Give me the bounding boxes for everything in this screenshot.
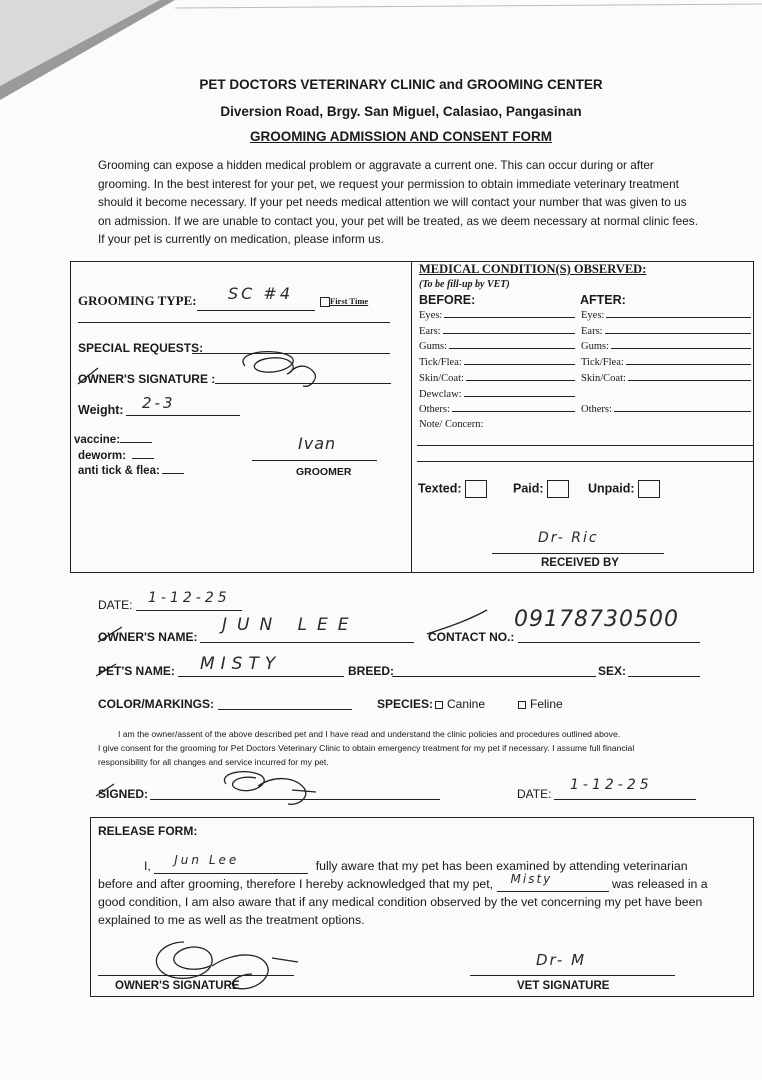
grooming-type-value[interactable]: SC #4 bbox=[228, 284, 293, 303]
before-row-label: Tick/Flea: bbox=[419, 357, 462, 369]
intro-line: Grooming can expose a hidden medical problem or aggravate a current one. This can occur during or after bbox=[98, 158, 654, 172]
groomer-name[interactable]: Ivan bbox=[298, 434, 337, 453]
paid-checkbox[interactable] bbox=[547, 480, 569, 498]
contact-line bbox=[518, 642, 700, 643]
intro-line: grooming. In the best interest for your pet, we request your permission to obtain immediate veterinary treatment bbox=[98, 176, 679, 191]
after-row-line[interactable] bbox=[605, 326, 751, 334]
clinic-address: Diversion Road, Brgy. San Miguel, Calasiao, Pangasinan bbox=[220, 104, 582, 119]
before-row[interactable] bbox=[419, 357, 579, 368]
received-by-value[interactable]: Dr- Ric bbox=[538, 530, 599, 546]
antitick-label bbox=[78, 465, 184, 477]
before-row-label: Ears: bbox=[419, 325, 441, 337]
feline-label: Feline bbox=[530, 697, 563, 711]
contact-value[interactable]: 09178730500 bbox=[514, 607, 679, 632]
before-row-line[interactable] bbox=[452, 404, 575, 412]
owner-name-strike bbox=[96, 624, 126, 644]
after-row-line[interactable] bbox=[626, 357, 751, 365]
consent-line-1: I am the owner/assent of the above described pet and I have read and understand the clinic policies and procedures outlined above. bbox=[118, 729, 621, 739]
after-row[interactable] bbox=[581, 357, 751, 368]
feline-checkbox[interactable] bbox=[518, 701, 526, 709]
owner-signature-scribble bbox=[225, 344, 335, 392]
vaccine-text: vaccine: bbox=[74, 434, 121, 446]
vet-signature-value[interactable]: Dr- M bbox=[536, 951, 587, 969]
after-row-label: Others: bbox=[581, 404, 612, 416]
owner-signature-mark bbox=[76, 366, 106, 386]
owner-name-line bbox=[200, 642, 414, 643]
release-line-1 bbox=[98, 853, 750, 874]
signed-mark bbox=[94, 782, 118, 798]
after-row-line[interactable] bbox=[606, 310, 751, 318]
release-text-3: was released in a bbox=[611, 877, 708, 891]
after-row[interactable] bbox=[581, 326, 751, 337]
canine-label: Canine bbox=[447, 697, 486, 711]
after-row[interactable] bbox=[581, 373, 751, 384]
after-row-line[interactable] bbox=[628, 373, 751, 381]
release-text-1: fully aware that my pet has been examined by attending veterinarian bbox=[315, 859, 688, 873]
intro-paragraph bbox=[98, 156, 704, 249]
first-time-checkbox[interactable] bbox=[320, 296, 368, 307]
consent-line-2: I give consent for the grooming for Pet Doctors Veterinary Clinic to obtain emergency treatment for my pet if necessary. I assume full financial bbox=[98, 743, 635, 753]
signed-signature-scribble bbox=[196, 760, 336, 810]
owner-signature-label: OWNER'S SIGNATURE : bbox=[78, 372, 216, 386]
pet-name-strike bbox=[94, 660, 120, 678]
before-row-label: Dewclaw: bbox=[419, 388, 462, 400]
before-row-line[interactable] bbox=[464, 389, 575, 397]
release-i-label: I, bbox=[144, 859, 151, 873]
date-label: DATE: bbox=[98, 598, 133, 612]
pet-name-label: PET'S NAME: bbox=[98, 664, 175, 678]
before-label: BEFORE: bbox=[419, 293, 476, 307]
texted-checkbox[interactable] bbox=[465, 480, 487, 498]
received-by-line bbox=[492, 553, 664, 554]
intro-line: on admission. If we are unable to contact you, your pet will be treated, as we deem necessary at normal clinic fees. bbox=[98, 213, 698, 228]
signed-label: SIGNED: bbox=[98, 787, 149, 801]
signed-date-value[interactable]: 1-12-25 bbox=[570, 777, 653, 793]
before-row-label: Others: bbox=[419, 404, 450, 416]
signed-date-line bbox=[554, 799, 696, 800]
clinic-name: PET DOCTORS VETERINARY CLINIC and GROOMING CENTER bbox=[199, 77, 603, 92]
before-row-line[interactable] bbox=[466, 373, 575, 381]
medical-condition-subtitle: (To be fill-up by VET) bbox=[419, 279, 510, 290]
groomer-line bbox=[252, 460, 377, 461]
unpaid-label: Unpaid: bbox=[588, 481, 635, 496]
deworm-label bbox=[78, 450, 154, 462]
paid-label: Paid: bbox=[513, 481, 544, 496]
after-row[interactable] bbox=[581, 404, 751, 415]
page-fold-shadow bbox=[0, 0, 762, 110]
after-row-label: Tick/Flea: bbox=[581, 357, 624, 369]
release-title: RELEASE FORM: bbox=[98, 824, 198, 838]
before-row-label: Eyes: bbox=[419, 310, 443, 321]
unpaid-field[interactable] bbox=[588, 480, 660, 498]
texted-label: Texted: bbox=[418, 481, 462, 496]
vaccine-label bbox=[74, 434, 152, 446]
before-row[interactable] bbox=[419, 373, 579, 384]
release-line-4: good condition, I am also aware that if any medical condition observed by the vet concerning my pet have been bbox=[98, 895, 703, 909]
canine-checkbox[interactable] bbox=[435, 701, 443, 709]
species-label: SPECIES: bbox=[377, 697, 434, 711]
before-row-line[interactable] bbox=[444, 310, 575, 318]
release-owner-signature-label: OWNER'S SIGNATURE bbox=[115, 980, 240, 992]
before-row[interactable] bbox=[419, 404, 579, 415]
special-requests-label: SPECIAL REQUESTS: bbox=[78, 341, 204, 355]
note-line-1 bbox=[417, 445, 754, 446]
date-line bbox=[136, 610, 242, 611]
date-value[interactable]: 1-12-25 bbox=[148, 590, 231, 606]
release-text-2: before and after grooming, therefore I hereby acknowledged that my pet, bbox=[98, 877, 494, 891]
before-row-label: Gums: bbox=[419, 341, 448, 353]
color-label: COLOR/MARKINGS: bbox=[98, 697, 214, 711]
texted-field[interactable] bbox=[418, 480, 487, 498]
grooming-type-line bbox=[197, 310, 315, 311]
after-row-label: Gums: bbox=[581, 341, 610, 353]
grooming-type-line-2 bbox=[78, 322, 390, 323]
after-row-line[interactable] bbox=[614, 404, 751, 412]
after-row-line[interactable] bbox=[611, 341, 751, 349]
after-row[interactable] bbox=[581, 310, 751, 321]
after-row-label: Ears: bbox=[581, 325, 603, 337]
antitick-text: anti tick & flea: bbox=[78, 465, 160, 477]
signed-date-label: DATE: bbox=[517, 787, 552, 801]
note-label: Note/ Concern: bbox=[419, 419, 484, 430]
admission-box-divider bbox=[411, 261, 412, 573]
deworm-text: deworm: bbox=[78, 450, 126, 462]
note-line-2 bbox=[417, 461, 754, 462]
intro-line: should it become necessary. If your pet needs medical attention we will contact your number that was given to us bbox=[98, 195, 687, 209]
breed-label: BREED: bbox=[348, 664, 395, 678]
pet-name-line bbox=[178, 676, 344, 677]
before-row[interactable] bbox=[419, 326, 579, 337]
intro-line: If your pet is currently on medication, please inform us. bbox=[98, 232, 384, 246]
release-line-5: explained to me as well as the treatment options. bbox=[98, 913, 365, 927]
groomer-label: GROOMER bbox=[296, 466, 352, 478]
contact-label: CONTACT NO.: bbox=[428, 630, 515, 644]
consent-line-3: responsibility for all changes and service incurred for my pet. bbox=[98, 757, 329, 767]
weight-value[interactable]: 2-3 bbox=[142, 394, 176, 412]
release-owner-value[interactable]: Jun Lee bbox=[174, 853, 240, 867]
release-pet-value[interactable]: Misty bbox=[510, 872, 553, 886]
before-row[interactable] bbox=[419, 389, 579, 400]
paid-field[interactable] bbox=[513, 480, 569, 498]
medical-condition-title: MEDICAL CONDITION(S) OBSERVED: bbox=[419, 262, 647, 276]
owner-name-value[interactable]: JUN LEE bbox=[222, 615, 359, 635]
vet-signature-line bbox=[470, 975, 675, 976]
owner-name-label: OWNER'S NAME: bbox=[98, 630, 198, 644]
before-row-line[interactable] bbox=[443, 326, 575, 334]
sex-label: SEX: bbox=[598, 664, 627, 678]
vet-signature-label: VET SIGNATURE bbox=[517, 980, 610, 992]
feline-option[interactable] bbox=[518, 697, 563, 711]
canine-option[interactable] bbox=[435, 697, 485, 711]
color-line bbox=[218, 709, 352, 710]
sex-line bbox=[628, 676, 700, 677]
after-row[interactable] bbox=[581, 341, 751, 352]
form-title: GROOMING ADMISSION AND CONSENT FORM bbox=[250, 129, 552, 144]
weight-line bbox=[126, 415, 240, 416]
release-owner-signature-line bbox=[98, 975, 294, 976]
before-row[interactable] bbox=[419, 341, 579, 352]
before-row-line[interactable] bbox=[449, 341, 575, 349]
first-time-label: First Time bbox=[330, 296, 369, 306]
after-label: AFTER: bbox=[580, 293, 626, 307]
after-row-label: Eyes: bbox=[581, 310, 605, 321]
before-row-line[interactable] bbox=[464, 357, 575, 365]
contact-strike bbox=[425, 608, 495, 638]
before-row[interactable] bbox=[419, 310, 579, 321]
weight-label: Weight: bbox=[78, 403, 124, 417]
breed-line bbox=[392, 676, 596, 677]
first-time-box[interactable] bbox=[320, 297, 330, 307]
grooming-type-label: GROOMING TYPE: bbox=[78, 293, 197, 308]
unpaid-checkbox[interactable] bbox=[638, 480, 660, 498]
after-row-label: Skin/Coat: bbox=[581, 372, 626, 384]
received-by-label: RECEIVED BY bbox=[541, 557, 619, 569]
pet-name-value[interactable]: MISTY bbox=[200, 654, 282, 674]
before-row-label: Skin/Coat: bbox=[419, 372, 464, 384]
release-line-2 bbox=[98, 872, 754, 892]
